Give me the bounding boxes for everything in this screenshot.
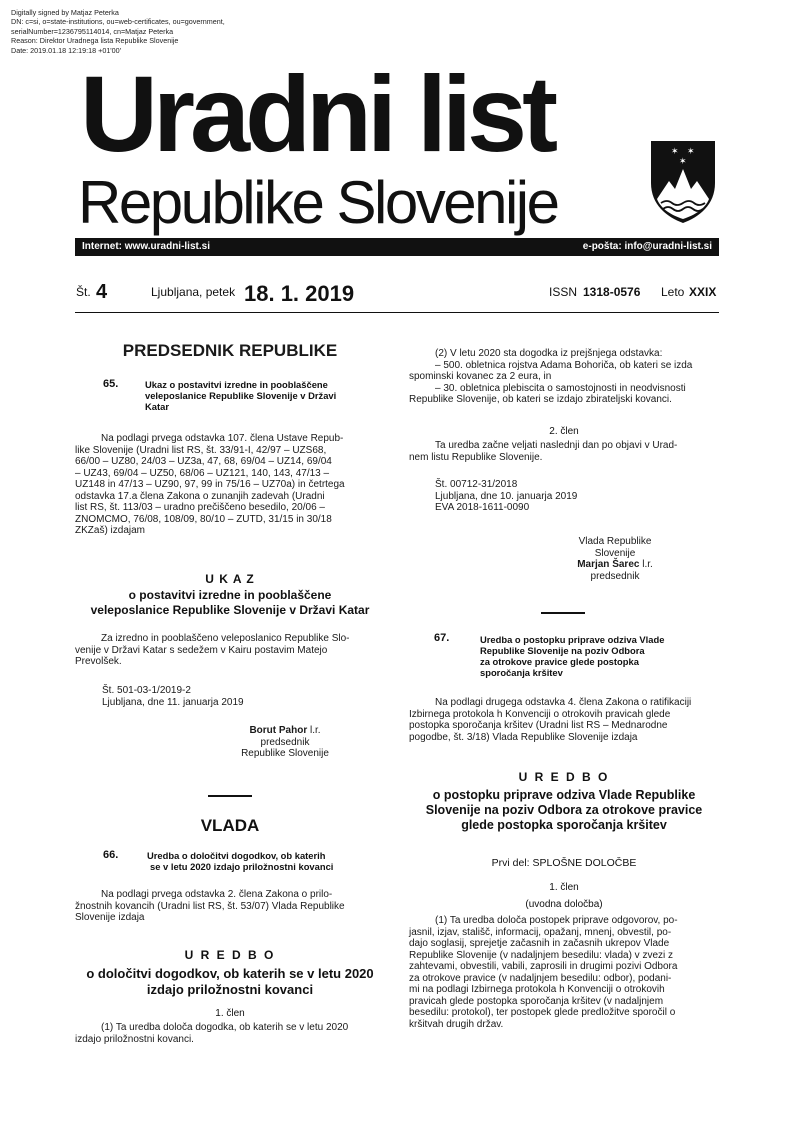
act-preamble — [75, 433, 385, 537]
text-line: 66/00 – UZ80, 24/03 – UZ3a, 47, 68, 69/04 – UZ14, 69/04 — [75, 456, 332, 467]
decree-title — [75, 588, 385, 618]
act-title-line: sporočanja kršitev — [480, 667, 563, 678]
regulation-title-line: o postopku priprave odziva Vlade Republike — [432, 788, 696, 802]
text-line: venije v Državi Katar s sedežem v Kairu postavim Matejo — [75, 644, 328, 656]
text-line: – 500. obletnica rojstva Adama Bohoriča, ob kateri se izda — [435, 359, 693, 371]
email-link[interactable]: e-pošta: info@uradni-list.si — [582, 241, 712, 252]
year-value: XXIX — [689, 285, 717, 299]
text-line: Za izredno in pooblaščeno veleposlanico Republike Slo- — [101, 633, 350, 644]
svg-text:✶: ✶ — [671, 147, 679, 157]
issn-value: 1318-0576 — [583, 285, 641, 299]
signature-line: Date: 2019.01.18 12:19:18 +01'00' — [11, 45, 122, 55]
text-line: (1) Ta uredba določa dogodka, ob katerih se v letu 2020 — [101, 1022, 349, 1033]
text-line: ZKZaš) izdajam — [75, 525, 146, 536]
text-line: odstavka 17.a člena Zakona o zunanjih zadevah (Uradni — [75, 490, 325, 502]
svg-text:✶: ✶ — [687, 147, 695, 157]
regulation-reference — [435, 479, 715, 514]
signature-block — [540, 536, 690, 582]
act-title-line: Uredba o postopku priprave odziva Vlade — [480, 634, 665, 645]
left-column — [75, 341, 385, 360]
decree-heading: U K A Z — [205, 572, 255, 586]
year-label: Leto — [661, 285, 685, 299]
regulation-title — [75, 966, 385, 998]
text-line: spominski kovanec za 2 eura, in — [409, 371, 552, 382]
regulation-title — [409, 788, 719, 833]
website-link[interactable]: Internet: www.uradni-list.si — [82, 241, 210, 252]
act-number: 65. — [103, 378, 119, 390]
regulation-title-line: o določitvi dogodkov, ob katerih se v letu 2020 — [86, 966, 374, 981]
act-title — [147, 850, 387, 872]
signatory-lr: l.r. — [639, 559, 653, 570]
signatory-org: Slovenije — [594, 547, 636, 559]
svg-text:✶: ✶ — [679, 157, 687, 167]
text-line: Na podlagi prvega odstavka 107. člena Ustave Repub- — [101, 433, 344, 444]
masthead-title: Uradni list — [80, 53, 554, 174]
regulation-heading: U R E D B O — [184, 948, 276, 962]
text-line: pravicah glede postopka sporočanja kršitev (v nadaljnjem — [409, 995, 664, 1007]
issn-label: ISSN — [549, 285, 578, 299]
text-line: jasnil, izjav, stališč, informacij, opažanj, mnenj, obvestil, po- — [409, 926, 672, 938]
article-continuation — [409, 348, 719, 406]
reference-number: Št. 501-03-1/2019-2 — [102, 685, 191, 696]
article-body — [409, 440, 719, 463]
regulation-title-line: glede postopka sporočanja kršitev — [461, 818, 667, 832]
reference-number: Št. 00712-31/2018 — [435, 479, 518, 490]
reference-date: Ljubljana, dne 10. januarja 2019 — [435, 490, 578, 502]
part-heading: Prvi del: SPLOŠNE DOLOČBE — [491, 857, 637, 869]
text-line: Ta uredba začne veljati naslednji dan po objavi v Urad- — [435, 440, 678, 451]
text-line: zahtevami, obvestili, vabili, zaprosili in drugimi pozivi Odbora — [409, 961, 678, 972]
signature-line: Digitally signed by Matjaz Peterka — [11, 8, 119, 17]
section-divider — [208, 795, 252, 797]
text-line: nem listu Republike Slovenije. — [409, 451, 543, 463]
act-preamble — [409, 697, 719, 743]
digital-signature — [11, 8, 225, 55]
section-heading: VLADA — [200, 816, 260, 835]
article-heading: 1. člen — [549, 882, 579, 893]
section-heading: PREDSEDNIK REPUBLIKE — [122, 341, 338, 360]
reference-eva: EVA 2018-1611-0090 — [435, 502, 530, 513]
act-number: 67. — [434, 632, 450, 644]
act-title-line: za otrokove pravice glede postopka — [480, 656, 639, 667]
signatory-name: Borut Pahor — [249, 725, 308, 736]
signature-line: Reason: Direktor Uradnega lista Republike Slovenije — [11, 36, 179, 46]
text-line: Na podlagi drugega odstavka 4. člena Zakona o ratifikaciji — [435, 697, 692, 708]
signatory-lr: l.r. — [307, 725, 321, 736]
section-divider — [541, 612, 585, 614]
text-line: mi na podlagi Izbirnega protokola h Konvenciji o otrokovih — [409, 984, 665, 995]
article-heading: 2. člen — [549, 426, 579, 437]
slovenia-coat-of-arms-icon — [649, 139, 717, 225]
text-line: like Slovenije (Uradni list RS, št. 33/91-I, 42/97 – UZS68, — [75, 444, 327, 456]
text-line: pogodbe, št. 3/18) Vlada Republike Slovenije izdaja — [409, 731, 638, 743]
act-title-line: Katar — [145, 401, 169, 412]
act-title-line: Uredba o določitvi dogodkov, ob katerih — [147, 850, 326, 861]
text-line: (1) Ta uredba določa postopek priprave odgovorov, po- — [435, 915, 678, 926]
issue-date: 18. 1. 2019 — [244, 281, 355, 306]
text-line: (2) V letu 2020 sta dogodka iz prejšnjega odstavka: — [435, 348, 663, 359]
act-title — [480, 634, 720, 678]
text-line: Na podlagi prvega odstavka 2. člena Zakona o prilo- — [101, 889, 333, 900]
regulation-heading: U R E D B O — [518, 770, 610, 784]
article-heading: 1. člen — [215, 1008, 245, 1019]
decree-reference — [102, 685, 382, 708]
text-line: za otrokove pravice (v nadaljnjem besedilu: odbor), podani- — [409, 972, 672, 984]
text-line: – UZ43, 69/04 – UZ50, 68/06 – UZ121, 140, 143, 47/13 – — [75, 467, 330, 479]
issue-place-day: Ljubljana, petek — [151, 285, 236, 299]
signatory-role: predsednik — [260, 736, 310, 748]
signatory-org: Vlada Republike — [578, 536, 652, 547]
text-line: izdajo priložnostni kovanci. — [75, 1033, 194, 1045]
act-title-line: Republike Slovenije na poziv Odbora — [480, 645, 645, 656]
text-line: – 30. obletnica plebiscita o samostojnosti in neodvisnosti — [435, 382, 686, 394]
issue-number-label: Št. — [76, 285, 91, 299]
act-title-line: se v letu 2020 izdajo priložnostni kovanci — [150, 861, 334, 872]
text-line: Izbirnega protokola h Konvenciji o otrokovih pravicah glede — [409, 708, 671, 720]
text-line: UZ148 in 47/13 – UZ90, 97, 99 in 75/16 – UZ70a) in četrtega — [75, 479, 345, 490]
reference-date: Ljubljana, dne 11. januarja 2019 — [102, 696, 244, 708]
article-body — [75, 1022, 385, 1045]
regulation-title-line: izdajo priložnostni kovanci — [146, 982, 314, 997]
issue-info-line — [75, 282, 719, 313]
decree-title-line: o postavitvi izredne in pooblaščene — [128, 588, 332, 602]
article-body — [409, 915, 719, 1030]
act-title-line: Ukaz o postavitvi izredne in pooblaščene — [145, 379, 328, 390]
text-line: Republike Slovenije, ob kateri se izdajo zbirateljski kovanci. — [409, 394, 672, 405]
act-preamble — [75, 889, 385, 924]
decree-title-line: veleposlanice Republike Slovenije v Državi Katar — [90, 603, 370, 617]
act-number: 66. — [103, 849, 119, 861]
signature-line: DN: c=si, o=state-institutions, ou=web-certificates, ou=government, — [11, 17, 225, 27]
masthead-subtitle: Republike Slovenije — [78, 169, 558, 236]
issue-number: 4 — [96, 281, 108, 303]
article-subheading: (uvodna določba) — [525, 899, 603, 910]
text-line: dajo soglasij, sprejetje začasnih in začasnih ukrepov Vlade — [409, 938, 670, 949]
signature-line: serialNumber=1236795114014, cn=Matjaz Peterka — [11, 26, 174, 36]
signature-block — [210, 725, 360, 760]
act-title-line: veleposlanice Republike Slovenije v Državi — [145, 390, 337, 401]
act-title — [145, 379, 385, 412]
text-line: list RS, št. 113/03 – uradno prečiščeno besedilo, 20/06 – — [75, 502, 325, 513]
text-line: ZNOMCMO, 76/08, 108/09, 80/10 – ZUTD, 31/15 in 30/18 — [75, 513, 332, 525]
signatory-name: Marjan Šarec — [577, 559, 640, 570]
text-line: kršitvah drugih držav. — [409, 1018, 504, 1030]
signatory-role: predsednik — [590, 570, 640, 582]
text-line: Republike Slovenije (v nadaljnjem besedilu: vlada) v zvezi z — [409, 949, 674, 961]
regulation-title-line: Slovenije na poziv Odbora za otrokove pravice — [425, 803, 703, 817]
masthead-contact-bar — [75, 238, 719, 256]
text-line: Prevolšek. — [75, 656, 122, 667]
text-line: Slovenije izdaja — [75, 912, 145, 923]
text-line: besedilu: protokol), ter postopek glede predložitve sporočil o — [409, 1007, 676, 1018]
text-line: postopka sporočanja kršitev (Uradni list RS – Mednarodne — [409, 720, 668, 731]
signatory-org: Republike Slovenije — [241, 748, 329, 759]
decree-body — [75, 633, 385, 668]
text-line: žnostnih kovancih (Uradni list RS, št. 53/07) Vlada Republike — [75, 900, 345, 912]
